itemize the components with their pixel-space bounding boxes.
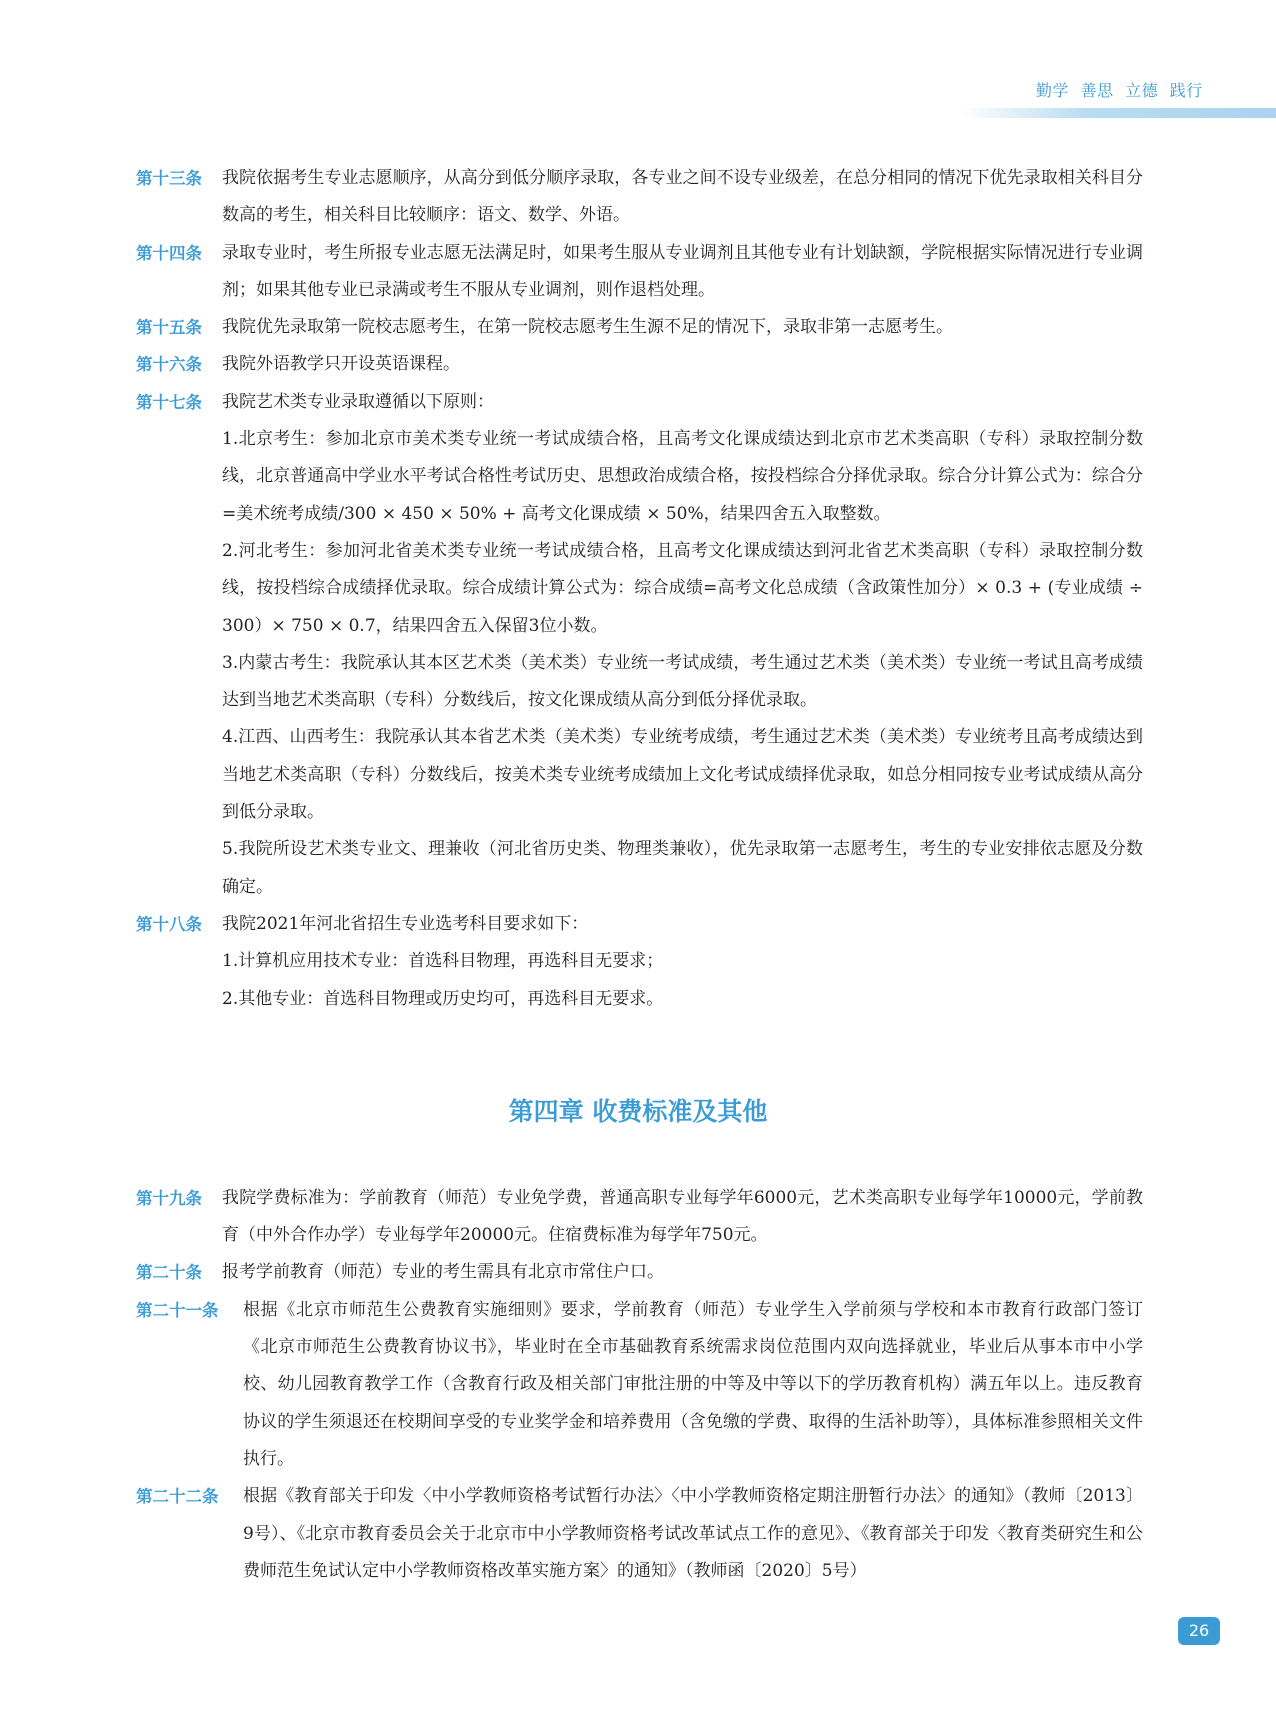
article-text: 录取专业时，考生所报专业志愿无法满足时，如果考生服从专业调剂且其他专业有计划缺额，学院根据实际情况进行专业调剂；如果其他专业已录满或考生不服从专业调剂，则作退档处理。	[222, 242, 1143, 300]
article-label: 第二十二条	[136, 1487, 219, 1507]
article-label: 第二十一条	[136, 1300, 219, 1320]
article-text: 根据《北京市师范生公费教育实施细则》要求，学前教育（师范）专业学生入学前须与学校和本市教育行政部门签订《北京市师范生公费教育协议书》，毕业时在全市基础教育系统需求岗位范围内双向选择就业，毕业后从事本市中小学校、幼儿园教育教学工作（含教育行政及相关部门审批注册的中等及中等以下的学历教育机构）满五年以上。违反教育协议的学生须退还在校期间享受的专业奖学金和培养费用（含免缴的学费、取得的生活补助等），具体标准参照相关文件执行。	[243, 1299, 1143, 1469]
article-label: 第十三条	[136, 169, 202, 188]
article-text: 我院学费标准为：学前教育（师范）专业免学费，普通高职专业每学年6000元，艺术类高职专业每学年10000元，学前教育（中外合作办学）专业每学年20000元。住宿费标准为每学年750元。	[222, 1187, 1143, 1246]
article-20	[0, 1254, 1276, 1291]
header-motto: 勤学 善思 立德 践行	[1036, 81, 1203, 100]
page-content	[0, 160, 1276, 1590]
article-text: 根据《教育部关于印发〈中小学教师资格考试暂行办法〉〈中小学教师资格定期注册暂行办法〉的通知》（教师〔2013〕9号）、《北京市教育委员会关于北京市中小学教师资格考试改革试点工作的意见》、《教育部关于印发〈教育类研究生和公费师范生免试认定中小学教师资格改革实施方案〉的通知》（教师函〔2020〕5号）	[243, 1486, 1143, 1581]
article-text: 报考学前教育（师范）专业的考生需具有北京市常住户口。	[222, 1262, 664, 1283]
article-17-item: 1.北京考生：参加北京市美术类专业统一考试成绩合格，且高考文化课成绩达到北京市艺术类高职（专科）录取控制分数线，北京普通高中学业水平考试合格性考试历史、思想政治成绩合格，按投档综合分择优录取。综合分计算公式为：综合分=美术统考成绩/300 × 450 × 50% + 高考文化课成绩 × 50%，结果四舍五入取整数。	[222, 429, 1143, 524]
article-18-item: 2.其他专业：首选科目物理或历史均可，再选科目无要求。	[222, 988, 664, 1009]
article-label: 第十七条	[136, 392, 202, 412]
article-text: 我院依据考生专业志愿顺序，从高分到低分顺序录取，各专业之间不设专业级差，在总分相同的情况下优先录取相关科目分数高的考生，相关科目比较顺序：语文、数学、外语。	[222, 168, 1143, 226]
page-number-badge: 26	[1178, 1617, 1220, 1645]
article-17-item: 4.江西、山西考生：我院承认其本省艺术类（美术类）专业统考成绩，考生通过艺术类（美术类）专业统考且高考成绩达到当地艺术类高职（专科）分数线后，按美术类专业统考成绩加上文化考试成绩择优录取，如总分相同按专业考试成绩从高分到低分录取。	[222, 727, 1143, 823]
article-17-item: 2.河北考生：参加河北省美术类专业统一考试成绩合格，且高考文化课成绩达到河北省艺术类高职（专科）录取控制分数线，按投档综合成绩择优录取。综合成绩计算公式为：综合成绩=高考文化总成绩（含政策性加分）× 0.3 + (专业成绩 ÷ 300）× 750 × 0.7，结果四舍五入保留3位小数。	[222, 540, 1143, 636]
article-text: 我院2021年河北省招生专业选考科目要求如下：	[222, 913, 589, 934]
article-text: 我院优先录取第一院校志愿考生，在第一院校志愿考生生源不足的情况下，录取非第一志愿考生。	[222, 317, 953, 338]
article-22	[0, 1478, 1276, 1590]
article-14	[0, 235, 1276, 310]
article-17-item: 3.内蒙古考生：我院承认其本区艺术类（美术类）专业统一考试成绩，考生通过艺术类（美术类）专业统一考试且高考成绩达到当地艺术类高职（专科）分数线后，按文化课成绩从高分到低分择优录取。	[222, 652, 1143, 711]
article-17	[0, 384, 1276, 421]
article-18-item: 1.计算机应用技术专业：首选科目物理，再选科目无要求；	[222, 951, 664, 972]
article-15	[0, 309, 1276, 346]
article-label: 第十九条	[136, 1188, 202, 1208]
article-text: 我院外语教学只开设英语课程。	[222, 354, 460, 375]
article-label: 第二十条	[136, 1263, 202, 1283]
article-18	[0, 906, 1276, 943]
article-21	[0, 1292, 1276, 1478]
article-17-item: 5.我院所设艺术类专业文、理兼收（河北省历史类、物理类兼收），优先录取第一志愿考生，考生的专业安排依志愿及分数确定。	[222, 839, 1143, 897]
article-16	[0, 346, 1276, 383]
article-label: 第十四条	[136, 243, 202, 263]
article-19	[0, 1180, 1276, 1255]
header-gradient-band	[960, 108, 1276, 118]
article-text: 我院艺术类专业录取遵循以下原则：	[222, 391, 494, 412]
article-13	[0, 160, 1276, 235]
article-label: 第十六条	[136, 355, 202, 375]
article-label: 第十八条	[136, 914, 202, 934]
chapter-title: 第四章 收费标准及其他	[508, 1096, 768, 1126]
article-label: 第十五条	[136, 318, 202, 338]
